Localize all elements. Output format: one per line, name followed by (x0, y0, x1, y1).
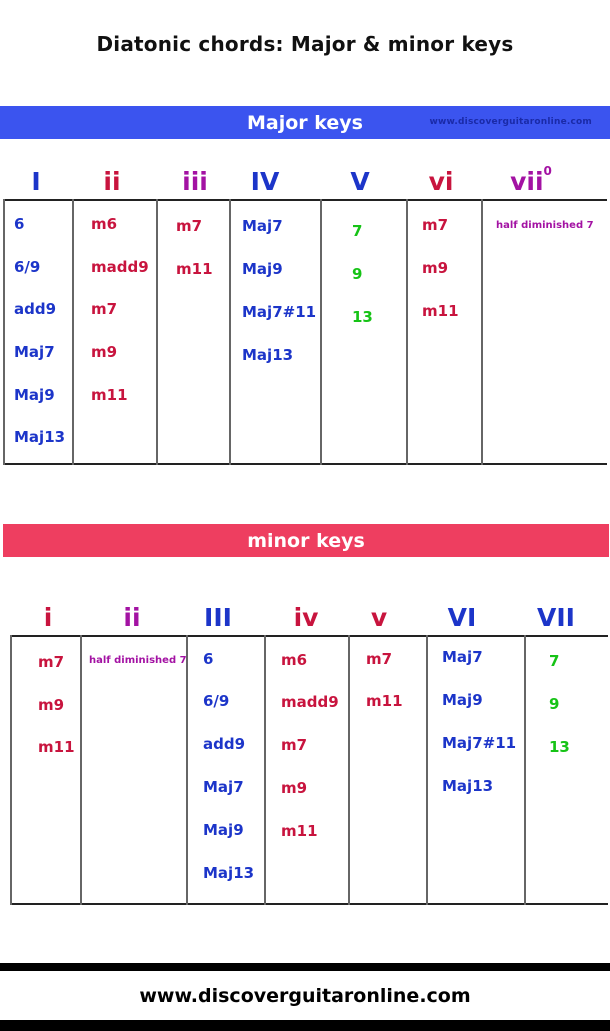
major-divider (481, 199, 483, 465)
chord-label: m7 (176, 217, 203, 235)
major-numeral-4: IV (250, 167, 280, 196)
major-numeral-7-text: vii (510, 167, 544, 196)
chord-label: Maj9 (203, 821, 244, 839)
chord-label: m11 (422, 302, 459, 320)
chord-label: Maj7 (14, 343, 55, 361)
chord-label: Maj13 (442, 777, 494, 795)
chord-label: Maj7 (203, 778, 244, 796)
minor-numeral-2: ii (123, 603, 141, 632)
minor-divider (186, 635, 188, 905)
chord-label: Maj7 (242, 217, 283, 235)
chord-label: m11 (281, 822, 318, 840)
minor-numeral-6: VI (447, 603, 477, 632)
minor-divider (10, 635, 12, 905)
chord-label: m9 (281, 779, 308, 797)
major-divider (229, 199, 231, 465)
minor-bottom-line (10, 903, 608, 905)
minor-divider (348, 635, 350, 905)
major-numeral-2: ii (103, 167, 121, 196)
chord-label: Maj9 (14, 386, 55, 404)
minor-divider (80, 635, 82, 905)
minor-divider (264, 635, 266, 905)
minor-divider (426, 635, 428, 905)
major-divider (320, 199, 322, 465)
minor-numeral-3: III (204, 603, 232, 632)
chord-label: madd9 (91, 258, 149, 276)
footer-top-bar (0, 963, 610, 971)
watermark: www.discoverguitaronline.com (429, 117, 592, 127)
chord-label: Maj13 (14, 428, 66, 446)
chord-label: Maj13 (242, 346, 294, 364)
chord-label: m6 (281, 651, 308, 669)
major-divider (156, 199, 158, 465)
chord-label: m9 (38, 696, 65, 714)
major-numeral-6: vi (428, 167, 454, 196)
major-keys-label: Major keys (247, 111, 363, 134)
major-divider (406, 199, 408, 465)
chord-label: m7 (422, 216, 449, 234)
major-bottom-line (3, 463, 607, 465)
chord-label: Maj7#11 (442, 734, 517, 752)
chord-label: madd9 (281, 693, 339, 711)
major-numeral-3: iii (182, 167, 208, 196)
chord-label: m7 (281, 736, 308, 754)
chord-label: add9 (14, 300, 57, 318)
minor-numeral-7: VII (537, 603, 575, 632)
chord-label: 13 (352, 308, 373, 326)
page-title: Diatonic chords: Major & minor keys (96, 32, 514, 56)
major-divider (72, 199, 74, 465)
chord-label: 6 (14, 215, 25, 233)
chord-label: Maj7 (442, 648, 483, 666)
footer-bottom-bar (0, 1020, 610, 1031)
chord-label: Maj9 (442, 691, 483, 709)
minor-keys-band (3, 524, 609, 557)
chord-label: Maj13 (203, 864, 255, 882)
chord-label: Maj9 (242, 260, 283, 278)
chord-label: m9 (422, 259, 449, 277)
chord-label: half diminished 7 (89, 655, 187, 666)
minor-top-line (10, 635, 608, 637)
major-numeral-7-sup: 0 (543, 163, 552, 178)
chord-label: m9 (91, 343, 118, 361)
chord-label: 6 (203, 650, 214, 668)
chord-label: 13 (549, 738, 570, 756)
minor-numeral-4: iv (293, 603, 319, 632)
chord-label: m11 (91, 386, 128, 404)
chord-label: m11 (176, 260, 213, 278)
chord-label: m7 (38, 653, 65, 671)
footer-url[interactable]: www.discoverguitaronline.com (139, 985, 471, 1007)
major-numeral-1: I (31, 167, 41, 196)
chord-label: m7 (366, 650, 393, 668)
chord-label: m7 (91, 300, 118, 318)
chord-label: Maj7#11 (242, 303, 317, 321)
chord-label: half diminished 7 (496, 220, 594, 231)
minor-numeral-1: i (43, 603, 53, 632)
minor-keys-label: minor keys (247, 529, 365, 552)
chord-label: 6/9 (203, 692, 230, 710)
major-numeral-7 (506, 163, 556, 196)
chord-label: 9 (549, 695, 560, 713)
minor-numeral-5: v (370, 603, 388, 632)
chord-label: 7 (549, 652, 560, 670)
chord-label: m6 (91, 215, 118, 233)
chord-label: 9 (352, 265, 363, 283)
chord-label: 7 (352, 222, 363, 240)
major-top-line (3, 199, 607, 201)
major-numeral-5: V (350, 167, 370, 196)
chord-label: m11 (366, 692, 403, 710)
chord-label: m11 (38, 738, 75, 756)
chord-label: 6/9 (14, 258, 41, 276)
major-divider (3, 199, 5, 465)
chord-label: add9 (203, 735, 246, 753)
minor-divider (524, 635, 526, 905)
